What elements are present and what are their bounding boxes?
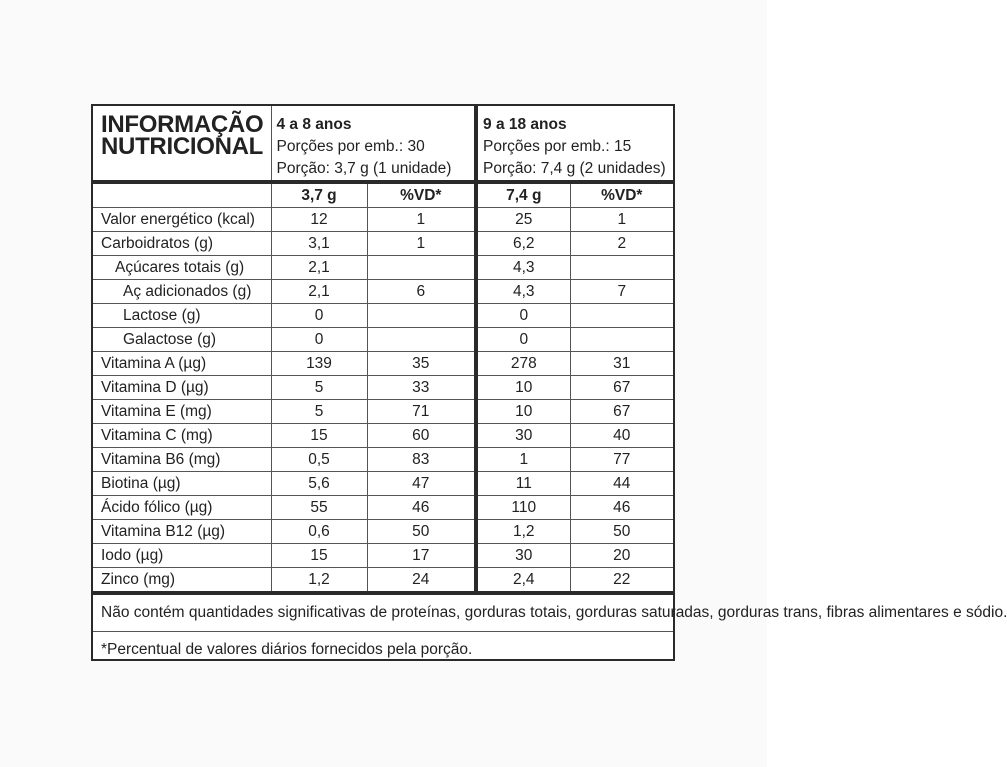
- amount-4-8: 139: [271, 352, 367, 376]
- vd-4-8: [367, 328, 476, 352]
- nutrient-row: [93, 472, 673, 496]
- vd-4-8: 1: [367, 208, 476, 232]
- nutrient-row: [93, 208, 673, 232]
- nutrient-row: [93, 544, 673, 568]
- nutrient-name: Carboidratos (g): [93, 232, 271, 256]
- nutrient-name: Vitamina A (µg): [93, 352, 271, 376]
- age-group-4-8: [271, 106, 476, 182]
- amount-4-8: 5,6: [271, 472, 367, 496]
- nutrient-row: [93, 520, 673, 544]
- amount-4-8: 5: [271, 400, 367, 424]
- amount-9-18: 0: [476, 304, 570, 328]
- nutrient-name: Iodo (µg): [93, 544, 271, 568]
- vd-9-18: 1: [570, 208, 673, 232]
- vd-9-18: [570, 304, 673, 328]
- vd-9-18: 2: [570, 232, 673, 256]
- amount-header: 3,7 g: [271, 182, 367, 208]
- nutrient-name: Galactose (g): [93, 328, 271, 352]
- amount-9-18: 30: [476, 424, 570, 448]
- nutrient-name: Valor energético (kcal): [93, 208, 271, 232]
- nutrient-row: [93, 304, 673, 328]
- nutrient-row: [93, 328, 673, 352]
- vd-4-8: 1: [367, 232, 476, 256]
- nutrient-row: [93, 232, 673, 256]
- vd-4-8: 6: [367, 280, 476, 304]
- vd-header: %VD*: [570, 182, 673, 208]
- amount-4-8: 0,5: [271, 448, 367, 472]
- amount-9-18: 1: [476, 448, 570, 472]
- vd-header: %VD*: [367, 182, 476, 208]
- vd-9-18: 67: [570, 376, 673, 400]
- amount-4-8: 2,1: [271, 256, 367, 280]
- vd-9-18: 44: [570, 472, 673, 496]
- amount-4-8: 2,1: [271, 280, 367, 304]
- label-title: [93, 106, 271, 182]
- amount-9-18: 10: [476, 400, 570, 424]
- vd-4-8: 35: [367, 352, 476, 376]
- portions-per-package: Porções por emb.: 30: [276, 138, 425, 155]
- nutrient-name: Ácido fólico (µg): [93, 496, 271, 520]
- nutrient-row: [93, 280, 673, 304]
- nutrient-name: Zinco (mg): [93, 568, 271, 594]
- vd-9-18: 22: [570, 568, 673, 594]
- vd-9-18: [570, 256, 673, 280]
- age-group-9-18: [476, 106, 673, 182]
- amount-4-8: 15: [271, 544, 367, 568]
- amount-4-8: 1,2: [271, 568, 367, 594]
- vd-9-18: [570, 328, 673, 352]
- amount-9-18: 278: [476, 352, 570, 376]
- amount-4-8: 0: [271, 304, 367, 328]
- nutrient-name: Aç adicionados (g): [93, 280, 271, 304]
- nutrient-row: [93, 424, 673, 448]
- amount-9-18: 110: [476, 496, 570, 520]
- vd-9-18: 77: [570, 448, 673, 472]
- amount-header: 7,4 g: [476, 182, 570, 208]
- vd-9-18: 7: [570, 280, 673, 304]
- vd-4-8: 50: [367, 520, 476, 544]
- serving-size: Porção: 7,4 g (2 unidades): [483, 160, 666, 177]
- nutrient-row: [93, 400, 673, 424]
- amount-4-8: 55: [271, 496, 367, 520]
- amount-9-18: 0: [476, 328, 570, 352]
- nutrient-row: [93, 496, 673, 520]
- nutrient-name: Vitamina D (µg): [93, 376, 271, 400]
- vd-4-8: 33: [367, 376, 476, 400]
- amount-4-8: 3,1: [271, 232, 367, 256]
- amount-4-8: 0,6: [271, 520, 367, 544]
- vd-9-18: 31: [570, 352, 673, 376]
- amount-9-18: 10: [476, 376, 570, 400]
- vd-4-8: [367, 256, 476, 280]
- nutrient-name: Vitamina B12 (µg): [93, 520, 271, 544]
- vd-9-18: 50: [570, 520, 673, 544]
- vd-footnote: *Percentual de valores diários fornecidos pela porção.: [93, 632, 673, 668]
- nutrient-name: Açúcares totais (g): [93, 256, 271, 280]
- portions-per-package: Porções por emb.: 15: [483, 138, 632, 155]
- vd-4-8: 71: [367, 400, 476, 424]
- header-blank: [93, 182, 271, 208]
- nutrient-row: [93, 352, 673, 376]
- vd-4-8: 17: [367, 544, 476, 568]
- amount-9-18: 4,3: [476, 256, 570, 280]
- vd-4-8: 47: [367, 472, 476, 496]
- amount-9-18: 2,4: [476, 568, 570, 594]
- nutrient-name: Vitamina E (mg): [93, 400, 271, 424]
- amount-9-18: 1,2: [476, 520, 570, 544]
- amount-9-18: 4,3: [476, 280, 570, 304]
- amount-9-18: 30: [476, 544, 570, 568]
- vd-9-18: 40: [570, 424, 673, 448]
- vd-4-8: [367, 304, 476, 328]
- age-group-label: 4 a 8 anos: [276, 116, 352, 133]
- vd-9-18: 46: [570, 496, 673, 520]
- nutrient-name: Biotina (µg): [93, 472, 271, 496]
- amount-4-8: 12: [271, 208, 367, 232]
- amount-4-8: 0: [271, 328, 367, 352]
- nutrient-row: [93, 376, 673, 400]
- age-group-label: 9 a 18 anos: [483, 116, 567, 133]
- vd-4-8: 60: [367, 424, 476, 448]
- nutrition-note: Não contém quantidades significativas de proteínas, gorduras totais, gorduras saturadas, gorduras trans, fibras alimentares e sódio.: [93, 593, 673, 632]
- title-line-1: INFORMAÇÃO: [101, 111, 264, 138]
- vd-4-8: 24: [367, 568, 476, 594]
- vd-9-18: 20: [570, 544, 673, 568]
- serving-size: Porção: 3,7 g (1 unidade): [276, 160, 452, 177]
- amount-4-8: 15: [271, 424, 367, 448]
- amount-9-18: 11: [476, 472, 570, 496]
- nutrition-facts-label: [91, 104, 1007, 661]
- amount-9-18: 25: [476, 208, 570, 232]
- nutrient-row: [93, 256, 673, 280]
- nutrient-name: Vitamina B6 (mg): [93, 448, 271, 472]
- nutrient-name: Vitamina C (mg): [93, 424, 271, 448]
- amount-9-18: 6,2: [476, 232, 570, 256]
- vd-9-18: 67: [570, 400, 673, 424]
- nutrition-table: [93, 106, 1007, 667]
- vd-4-8: 46: [367, 496, 476, 520]
- nutrient-name: Lactose (g): [93, 304, 271, 328]
- title-line-2: NUTRICIONAL: [101, 133, 264, 160]
- vd-4-8: 83: [367, 448, 476, 472]
- nutrient-row: [93, 568, 673, 594]
- nutrient-row: [93, 448, 673, 472]
- amount-4-8: 5: [271, 376, 367, 400]
